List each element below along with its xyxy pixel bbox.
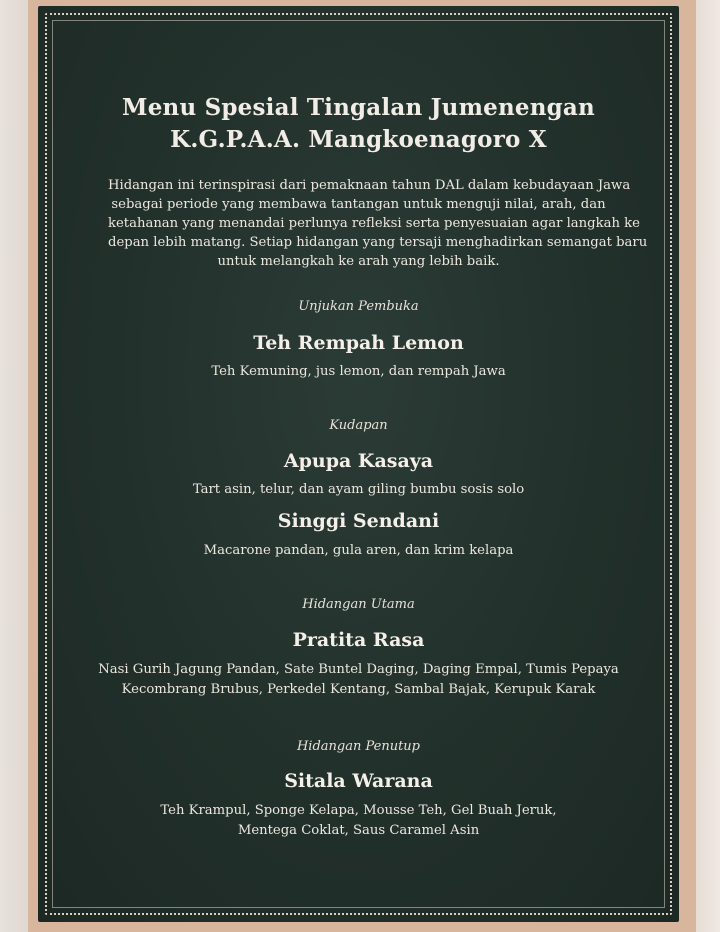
intro-line: untuk melangkah ke arah yang lebih baik. [217, 254, 500, 269]
category-hidangan-utama: Hidangan Utama [302, 597, 415, 612]
dish-description: Tart asin, telur, dan ayam giling bumbu sosis solo [192, 482, 525, 497]
dish-pratita-rasa: Pratita Rasa [292, 629, 425, 651]
dish-singgi-sendani: Singgi Sendani [277, 510, 440, 532]
dish-description: Teh Kemuning, jus lemon, dan rempah Jawa [211, 364, 506, 379]
dish-description: Kecombrang Brubus, Perkedel Kentang, Sambal Bajak, Kerupuk Karak [121, 682, 596, 697]
dish-description: Teh Krampul, Sponge Kelapa, Mousse Teh, Gel Buah Jeruk, [160, 803, 557, 818]
intro-line: sebagai periode yang membawa tantangan untuk menguji nilai, arah, dan [111, 197, 606, 212]
dish-apupa-kasaya: Apupa Kasaya [283, 450, 434, 472]
intro-line: ketahanan yang menandai perlunya refleksi serta penyesuaian agar langkah ke [108, 216, 640, 231]
dish-description: Mentega Coklat, Saus Caramel Asin [237, 823, 480, 838]
dish-description: Nasi Gurih Jagung Pandan, Sate Buntel Daging, Daging Empal, Tumis Pepaya [98, 662, 619, 677]
category-kudapan: Kudapan [329, 418, 388, 433]
menu-title-line2: K.G.P.A.A. Mangkoenagoro X [170, 126, 547, 153]
dish-sitala-warana: Sitala Warana [284, 770, 433, 792]
category-hidangan-penutup: Hidangan Penutup [296, 739, 421, 754]
intro-paragraph [108, 176, 648, 271]
menu-title-line1: Menu Spesial Tingalan Jumenengan [122, 94, 595, 121]
intro-line: depan lebih matang. Setiap hidangan yang tersaji menghadirkan semangat baru [108, 235, 648, 250]
dish-teh-rempah-lemon: Teh Rempah Lemon [253, 332, 464, 354]
dish-description: Macarone pandan, gula aren, dan krim kelapa [203, 543, 514, 558]
intro-line: Hidangan ini terinspirasi dari pemaknaan tahun DAL dalam kebudayaan Jawa [108, 178, 631, 193]
menu-panel [38, 6, 679, 922]
category-unjukan-pembuka: Unjukan Pembuka [298, 299, 419, 314]
